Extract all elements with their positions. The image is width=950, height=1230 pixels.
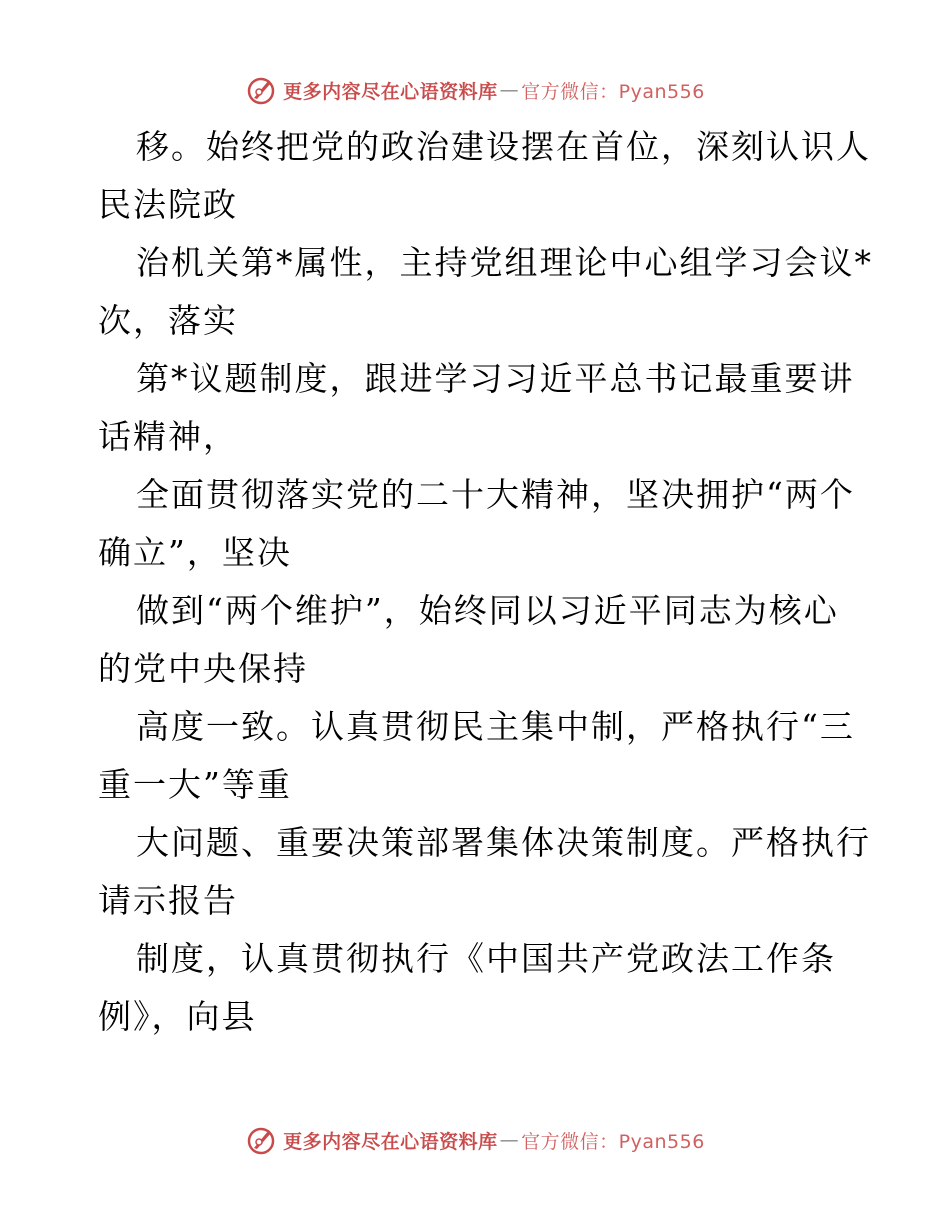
text-line: 重一大”等重 [98,765,292,804]
watermark-prefix: 更多内容尽在心语资料库 [283,1130,498,1153]
text-line: 制度，认真贯彻执行《中国共产党政法工作条 [136,939,836,978]
text-line: 全面贯彻落实党的二十大精神，坚决拥护“两个 [136,475,855,514]
watermark-prefix: 更多内容尽在心语资料库 [283,80,498,103]
watermark-dash: — [499,79,520,101]
quill-logo-icon [245,74,277,106]
text-line: 移。始终把党的政治建设摆在首位，深刻认识人 [136,127,871,166]
footer-watermark [0,1120,950,1160]
text-line: 大问题、重要决策部署集体决策制度。严格执行 [136,823,871,862]
text-line: 例》，向县 [98,997,257,1036]
text-line: 确立”，坚决 [98,533,292,572]
document-body [98,118,898,1046]
quill-logo-icon [245,1124,277,1156]
text-line: 次，落实 [98,301,238,340]
watermark-wechat: 官方微信：Pyan556 [521,80,705,103]
text-line: 民法院政 [98,185,238,224]
watermark-dash: — [499,1129,520,1151]
text-line: 的党中央保持 [98,649,308,688]
text-line: 治机关第*属性，主持党组理论中心组学习会议* [136,243,873,282]
text-line: 做到“两个维护”，始终同以习近平同志为核心 [136,591,839,630]
text-line: 高度一致。认真贯彻民主集中制，严格执行“三 [136,707,855,746]
text-line: 话精神， [98,417,238,456]
text-line: 请示报告 [98,881,238,920]
watermark-wechat: 官方微信：Pyan556 [521,1130,705,1153]
text-line: 第*议题制度，跟进学习习近平总书记最重要讲 [136,359,855,398]
header-watermark [0,70,950,110]
